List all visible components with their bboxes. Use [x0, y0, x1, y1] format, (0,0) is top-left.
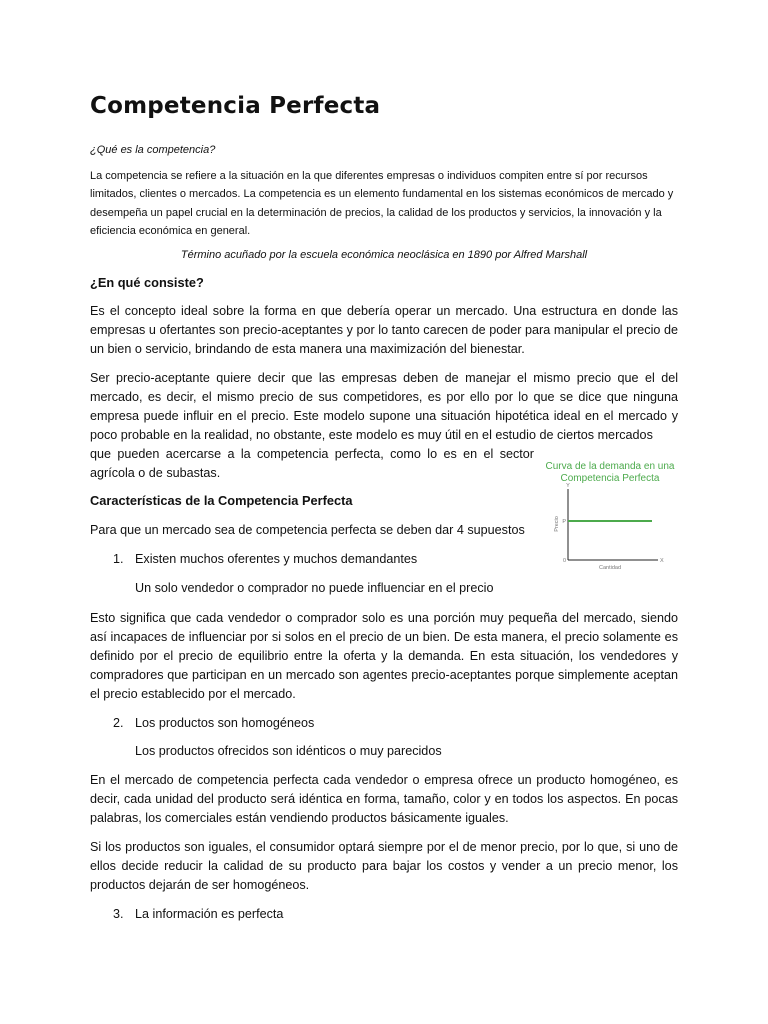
y-axis-letter: Y — [566, 483, 570, 489]
price-letter: P — [562, 518, 566, 525]
question-heading: ¿Qué es la competencia? — [90, 144, 216, 156]
paragraph-lower-price: Si los productos son iguales, el consumidor optará siempre por el de menor precio, por lo que, si uno de ellos decide reducir la calidad de su producto para bajar los costos y vender a un precio menor, los productos dejarán de ser homogéneos. — [90, 840, 678, 892]
paragraph-price-taker-tail-b: agrícola o de subastas. — [90, 466, 221, 480]
chart-title-line1: Curva de la demanda en una — [545, 461, 675, 472]
intro-paragraph: La competencia se refiere a la situación en la que diferentes empresas o individuos compiten entre sí por recursos limitados, clientes o mercados. La competencia es un elemento fundamental en los sistemas económicos de mercado y desempeña un papel crucial en la determinación de precios, la calidad de los productos y servicios, la innovación y la eficiencia económica en general. — [90, 170, 674, 238]
page-title: Competencia Perfecta — [90, 93, 381, 119]
list-number: 3. — [113, 907, 124, 921]
list-item-text: Los productos son homogéneos — [135, 716, 315, 730]
list-item-1-subtext: Un solo vendedor o comprador no puede influenciar en el precio — [135, 581, 494, 595]
list-item-3 — [113, 905, 283, 924]
section-heading-consiste: ¿En qué consiste? — [90, 275, 204, 290]
paragraph-price-taker-tail-a: que pueden acercarse a la competencia perfecta, como lo es en el sector — [90, 447, 534, 461]
paragraph-assumptions: Para que un mercado sea de competencia perfecta se deben dar 4 supuestos — [90, 523, 525, 537]
paragraph-many-sellers: Esto significa que cada vendedor o comprador solo es una porción muy pequeña del mercado, siendo así incapaces de influenciar por si solos en el precio de un bien. De esta manera, el precio solamente es definido por el precio de equilibrio entre la oferta y la demanda. En esta situación, los vendedores y compradores que participan en un mercado son agentes precio-aceptantes porque simplemente aceptan el precio establecido por el mercado. — [90, 611, 678, 701]
list-number: 2. — [113, 716, 124, 730]
list-item-text: La información es perfecta — [135, 907, 284, 921]
demand-curve-chart — [540, 456, 680, 576]
list-item-2 — [113, 714, 314, 733]
list-item-text: Existen muchos oferentes y muchos demandantes — [135, 552, 418, 566]
section-heading-characteristics: Características de la Competencia Perfecta — [90, 493, 353, 508]
origin-letter: 0 — [562, 558, 566, 564]
paragraph-homogeneous: En el mercado de competencia perfecta cada vendedor o empresa ofrece un producto homogéneo, es decir, cada unidad del producto será idéntica en forma, tamaño, color y en todos los aspectos. En pocas palabras, los comerciales están vendiendo productos básicamente iguales. — [90, 773, 678, 825]
paragraph-price-taker: Ser precio-aceptante quiere decir que las empresas deben de manejar el mismo precio que el del mercado, es decir, el mismo precio de sus competidores, es por ello por lo que se dice que ninguna empresa puede influir en el precio. Este modelo supone una situación hipotética ideal en el mercado y poco probable en la realidad, no obstante, este modelo es muy útil en el estudio de ciertos mercados — [90, 371, 678, 442]
list-number: 1. — [113, 552, 124, 566]
x-axis-label: Cantidad — [598, 565, 622, 571]
list-item-2-subtext: Los productos ofrecidos son idénticos o muy parecidos — [135, 744, 442, 758]
chart-title-line2: Competencia Perfecta — [560, 473, 660, 484]
y-axis-label: Precio — [554, 516, 560, 532]
x-axis-letter: X — [660, 558, 664, 564]
quote-text: Término acuñado por la escuela económica neoclásica en 1890 por Alfred Marshall — [180, 249, 588, 261]
list-item-1 — [113, 550, 417, 569]
paragraph-concept: Es el concepto ideal sobre la forma en que debería operar un mercado. Una estructura en donde las empresas u ofertantes son precio-aceptantes y por lo tanto carecen de poder para manipular el precio de un bien o servicio, brindando de esta manera una maximización del bienestar. — [90, 304, 678, 356]
